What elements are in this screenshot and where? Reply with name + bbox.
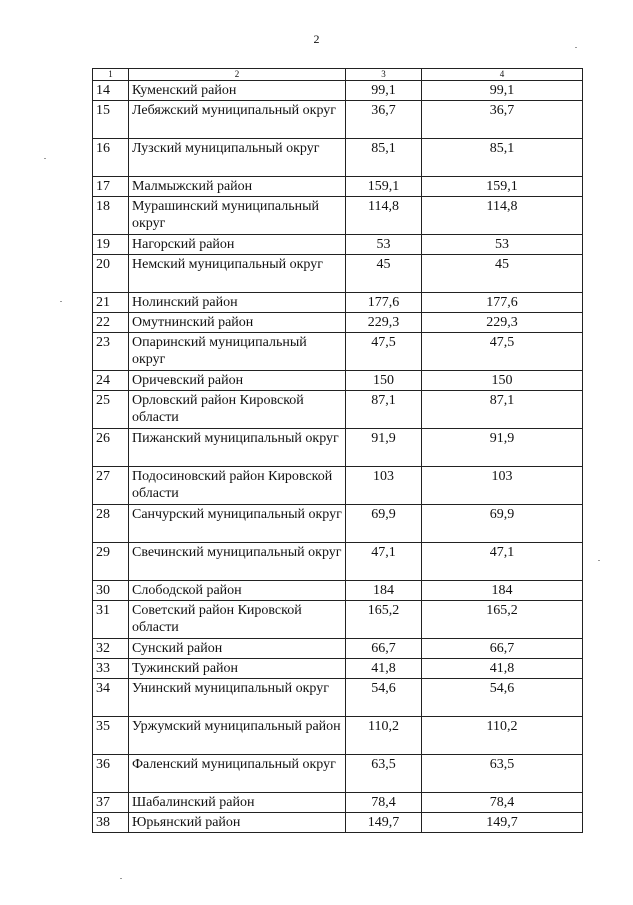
row-district-name: Тужинский район [129,659,346,679]
table-row [93,235,583,255]
table-row [93,813,583,833]
scan-speck [575,47,577,48]
row-number: 20 [93,255,129,293]
row-value-col3: 69,9 [346,505,422,543]
row-value-col4: 159,1 [422,177,583,197]
table-row [93,139,583,177]
row-district-name: Немский муниципальный округ [129,255,346,293]
row-district-name: Санчурский муниципальный округ [129,505,346,543]
row-number: 28 [93,505,129,543]
row-value-col4: 69,9 [422,505,583,543]
row-value-col4: 91,9 [422,429,583,467]
table-row [93,601,583,639]
row-value-col3: 110,2 [346,717,422,755]
row-value-col4: 53 [422,235,583,255]
scan-speck [598,560,600,561]
row-value-col3: 149,7 [346,813,422,833]
row-number: 24 [93,371,129,391]
row-district-name: Мурашинский муниципальный округ [129,197,346,235]
table-row [93,101,583,139]
row-value-col3: 150 [346,371,422,391]
column-header-1: 1 [93,69,129,81]
table-header-row [93,69,583,81]
table-row [93,793,583,813]
row-value-col4: 36,7 [422,101,583,139]
table-row [93,505,583,543]
row-number: 36 [93,755,129,793]
table-row [93,81,583,101]
row-value-col3: 78,4 [346,793,422,813]
row-value-col3: 53 [346,235,422,255]
row-number: 25 [93,391,129,429]
row-value-col3: 91,9 [346,429,422,467]
row-value-col3: 45 [346,255,422,293]
row-value-col3: 63,5 [346,755,422,793]
row-number: 18 [93,197,129,235]
row-value-col4: 149,7 [422,813,583,833]
row-district-name: Куменский район [129,81,346,101]
row-value-col4: 85,1 [422,139,583,177]
row-district-name: Омутнинский район [129,313,346,333]
row-value-col4: 110,2 [422,717,583,755]
row-number: 26 [93,429,129,467]
row-district-name: Шабалинский район [129,793,346,813]
row-value-col3: 54,6 [346,679,422,717]
table-row [93,371,583,391]
row-district-name: Лебяжский муниципальный округ [129,101,346,139]
row-value-col3: 229,3 [346,313,422,333]
row-district-name: Уржумский муниципальный район [129,717,346,755]
row-number: 33 [93,659,129,679]
row-value-col4: 66,7 [422,639,583,659]
row-value-col4: 165,2 [422,601,583,639]
row-number: 30 [93,581,129,601]
row-number: 17 [93,177,129,197]
row-value-col3: 99,1 [346,81,422,101]
table-row [93,467,583,505]
row-value-col4: 229,3 [422,313,583,333]
row-value-col4: 103 [422,467,583,505]
row-value-col4: 63,5 [422,755,583,793]
scan-speck [44,158,46,159]
row-value-col4: 47,5 [422,333,583,371]
row-value-col3: 66,7 [346,639,422,659]
allocation-table [92,68,583,833]
row-value-col3: 184 [346,581,422,601]
row-value-col3: 85,1 [346,139,422,177]
row-district-name: Советский район Кировской области [129,601,346,639]
row-district-name: Орловский район Кировской области [129,391,346,429]
table-row [93,313,583,333]
row-value-col3: 165,2 [346,601,422,639]
table-row [93,679,583,717]
row-number: 35 [93,717,129,755]
row-number: 37 [93,793,129,813]
table-row [93,177,583,197]
row-district-name: Юрьянский район [129,813,346,833]
row-number: 21 [93,293,129,313]
row-value-col4: 78,4 [422,793,583,813]
row-number: 32 [93,639,129,659]
row-district-name: Малмыжский район [129,177,346,197]
row-district-name: Оричевский район [129,371,346,391]
table-row [93,581,583,601]
table-row [93,429,583,467]
row-number: 22 [93,313,129,333]
row-value-col4: 54,6 [422,679,583,717]
row-district-name: Нагорский район [129,235,346,255]
table-row [93,659,583,679]
row-district-name: Унинский муниципальный округ [129,679,346,717]
row-number: 16 [93,139,129,177]
row-district-name: Нолинский район [129,293,346,313]
row-value-col4: 177,6 [422,293,583,313]
row-value-col4: 99,1 [422,81,583,101]
row-number: 27 [93,467,129,505]
row-district-name: Фаленский муниципальный округ [129,755,346,793]
table-row [93,639,583,659]
row-value-col3: 87,1 [346,391,422,429]
row-value-col4: 87,1 [422,391,583,429]
row-number: 29 [93,543,129,581]
row-district-name: Лузский муниципальный округ [129,139,346,177]
table-row [93,333,583,371]
row-number: 19 [93,235,129,255]
row-number: 14 [93,81,129,101]
row-value-col4: 114,8 [422,197,583,235]
row-value-col3: 41,8 [346,659,422,679]
row-value-col3: 114,8 [346,197,422,235]
scan-speck [120,878,122,879]
table-row [93,255,583,293]
row-value-col4: 150 [422,371,583,391]
row-number: 38 [93,813,129,833]
row-value-col3: 47,1 [346,543,422,581]
column-header-2: 2 [129,69,346,81]
column-header-3: 3 [346,69,422,81]
row-value-col3: 159,1 [346,177,422,197]
row-value-col4: 45 [422,255,583,293]
scan-speck [60,301,62,302]
row-value-col3: 103 [346,467,422,505]
row-district-name: Опаринский муниципальный округ [129,333,346,371]
page-number: 2 [313,32,320,46]
table-body [93,81,583,833]
table-row [93,391,583,429]
row-number: 34 [93,679,129,717]
table-row [93,293,583,313]
row-value-col4: 41,8 [422,659,583,679]
row-value-col3: 36,7 [346,101,422,139]
row-number: 15 [93,101,129,139]
table-row [93,717,583,755]
row-value-col3: 47,5 [346,333,422,371]
row-district-name: Сунский район [129,639,346,659]
table-row [93,755,583,793]
row-district-name: Свечинский муниципальный округ [129,543,346,581]
row-district-name: Слободской район [129,581,346,601]
row-value-col4: 47,1 [422,543,583,581]
row-value-col3: 177,6 [346,293,422,313]
table-row [93,197,583,235]
row-number: 23 [93,333,129,371]
table-row [93,543,583,581]
row-district-name: Подосиновский район Кировской области [129,467,346,505]
column-header-4: 4 [422,69,583,81]
row-district-name: Пижанский муниципальный округ [129,429,346,467]
row-number: 31 [93,601,129,639]
row-value-col4: 184 [422,581,583,601]
